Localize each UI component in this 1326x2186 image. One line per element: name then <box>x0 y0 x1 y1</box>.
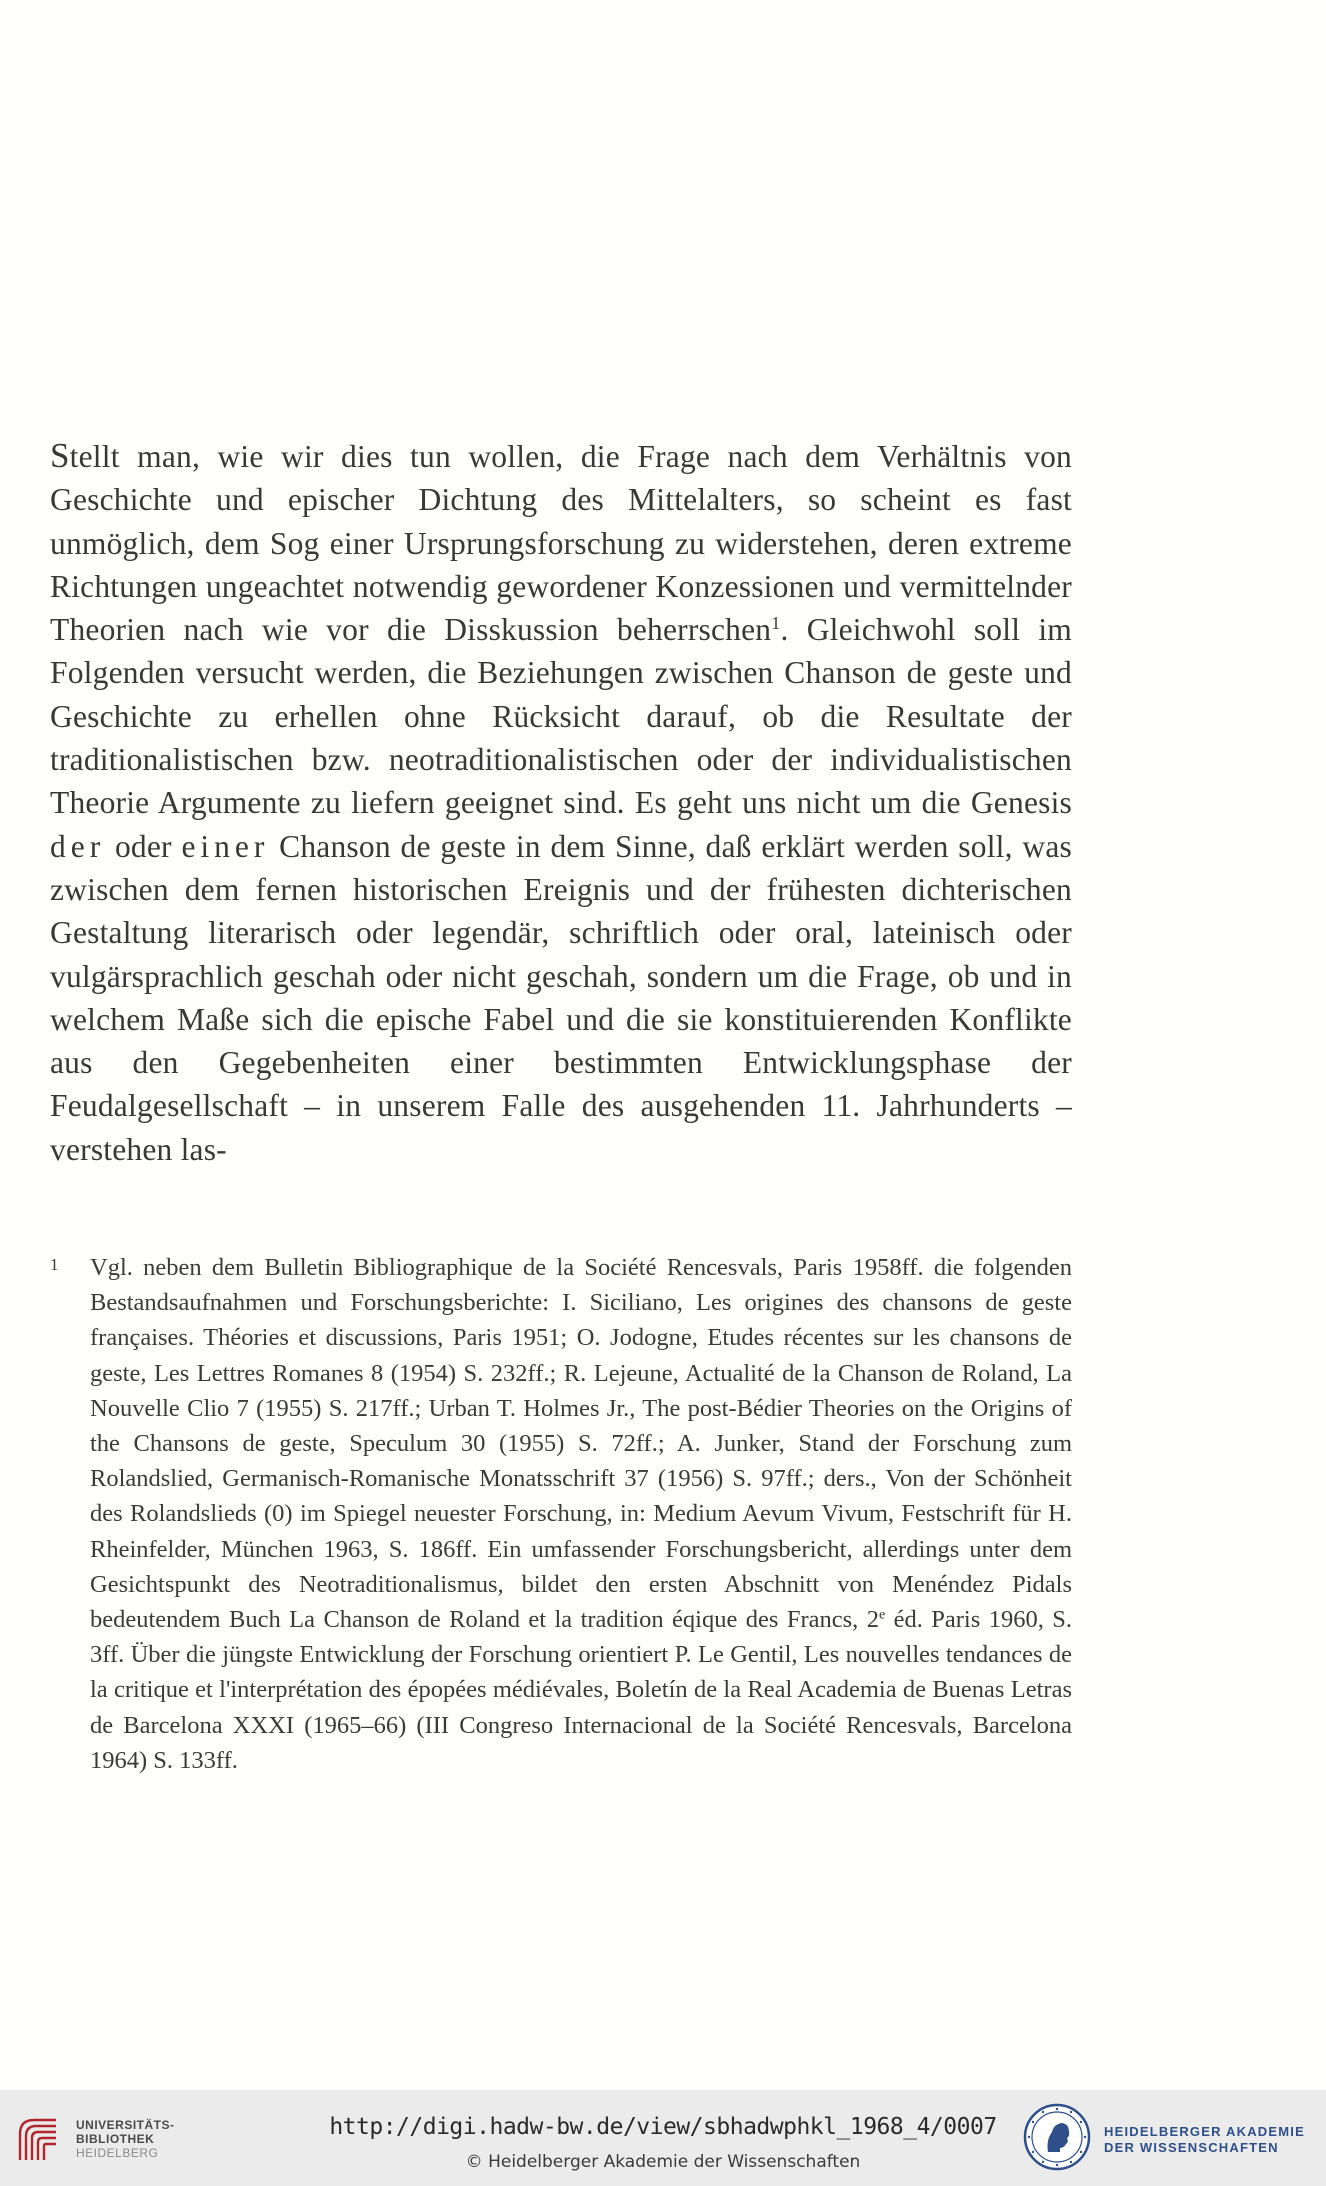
footnote <box>50 1250 1072 1778</box>
paragraph-text-part-3: oder <box>105 828 182 864</box>
footer-bar <box>0 2090 1326 2186</box>
footnote-text-part-1: Vgl. neben dem Bulletin Bibliographique de la Société Rencesvals, Paris 1958ff. die folgenden Bestandsaufnahmen und Forschungsberichte: I. Siciliano, Les origines des chansons de geste françaises. Théories et discussions, Paris 1951; O. Jodogne, Etudes récentes sur les chansons de geste, Les Lettres Romanes 8 (1954) S. 232ff.; R. Lejeune, Actualité de la Chanson de Roland, La Nouvelle Clio 7 (1955) S. 217ff.; Urban T. Holmes Jr., The post-Bédier Theories on the Origins of the Chansons de geste, Speculum 30 (1955) S. 72ff.; A. Junker, Stand der Forschung zum Rolandslied, Germanisch-Romanische Monatsschrift 37 (1956) S. 97ff.; ders., Von der Schönheit des Rolandslieds (0) im Spiegel neuester Forschung, in: Medium Aevum Vivum, Festschrift für H. Rheinfelder, München 1963, S. 186ff. Ein umfassender Forschungsbericht, allerdings unter dem Gesichtspunkt des Neotraditionalismus, bildet den ersten Abschnitt von Menéndez Pidals bedeutendem Buch La Chanson de Roland et la tradition éqique des Francs, 2 <box>90 1254 1072 1634</box>
footnote-number: 1 <box>50 1255 59 1274</box>
academy-seal-icon[interactable] <box>1022 2102 1092 2172</box>
ub-name-line-3: HEIDELBERG <box>76 2146 159 2160</box>
paragraph-text-part-2: . Gleichwohl soll im Folgenden versucht werden, die Beziehungen zwischen Chanson de geste und Geschichte zu erhellen ohne Rücksicht darauf, ob die Resultate der traditionalistischen bzw. neotraditionalistischen oder der individualistischen Theorie Argumente zu liefern geeignet sind. Es geht uns nicht um die Genesis <box>50 612 1072 821</box>
paragraph-text-part-4: Chanson de geste in dem Sinne, daß erklärt werden soll, was zwischen dem fernen historischen Ereignis und der frühesten dichterischen Gestaltung literarisch oder legendär, schriftlich oder oral, lateinisch oder vulgärsprachlich geschah oder nicht geschah, sondern um die Frage, ob und in welchem Maße sich die epische Fabel und die sie konstituierenden Konflikte aus den Gegebenheiten einer bestimmten Entwicklungsphase der Feudalgesellschaft – in unserem Falle des ausgehenden 11. Jahrhunderts – verstehen las- <box>50 828 1072 1167</box>
main-paragraph <box>50 434 1072 1171</box>
paragraph-text-part-1: tellt man, wie wir dies tun wollen, die Frage nach dem Verhältnis von Geschichte und epischer Dichtung des Mittelalters, so scheint es fast unmöglich, dem Sog einer Ursprungsforschung zu widerstehen, deren extreme Richtungen ungeachtet notwendig gewordener Konzessionen und vermittelnder Theorien nach wie vor die Disskussion beherrschen <box>50 439 1072 648</box>
footnote-reference[interactable]: 1 <box>771 613 781 634</box>
permalink-url[interactable]: http://digi.hadw-bw.de/view/sbhadwphkl_1968_4/0007 <box>329 2114 997 2140</box>
copyright-notice: © Heidelberger Akademie der Wissenschaften <box>465 2152 861 2172</box>
footnote-superscript: e <box>878 1607 886 1623</box>
initial-letter: S <box>50 436 70 475</box>
academy-name-line-1: HEIDELBERGER AKADEMIE <box>1104 2124 1305 2139</box>
emphasized-einer: einer <box>181 828 270 864</box>
emphasized-der: der <box>50 828 106 864</box>
ub-name-line-1: UNIVERSITÄTS- <box>76 2118 175 2132</box>
footnote-text-part-2: éd. Paris 1960, S. 3ff. Über die jüngste Entwicklung der Forschung orientiert P. Le Gentil, Les nouvelles tendances de la critique et l'interprétation des épopées médiévales, Boletín de la Real Academia de Buenas Letras de Barcelona XXXI (1965–66) (III Congreso Internacional de la Société Rencesvals, Barcelona 1964) S. 133ff. <box>90 1606 1072 1774</box>
footnote-text <box>90 1250 1072 1778</box>
academy-name-line-2: DER WISSENSCHAFTEN <box>1104 2140 1279 2155</box>
academy-name <box>1104 2124 1305 2156</box>
ub-name-line-2: BIBLIOTHEK <box>76 2132 155 2146</box>
